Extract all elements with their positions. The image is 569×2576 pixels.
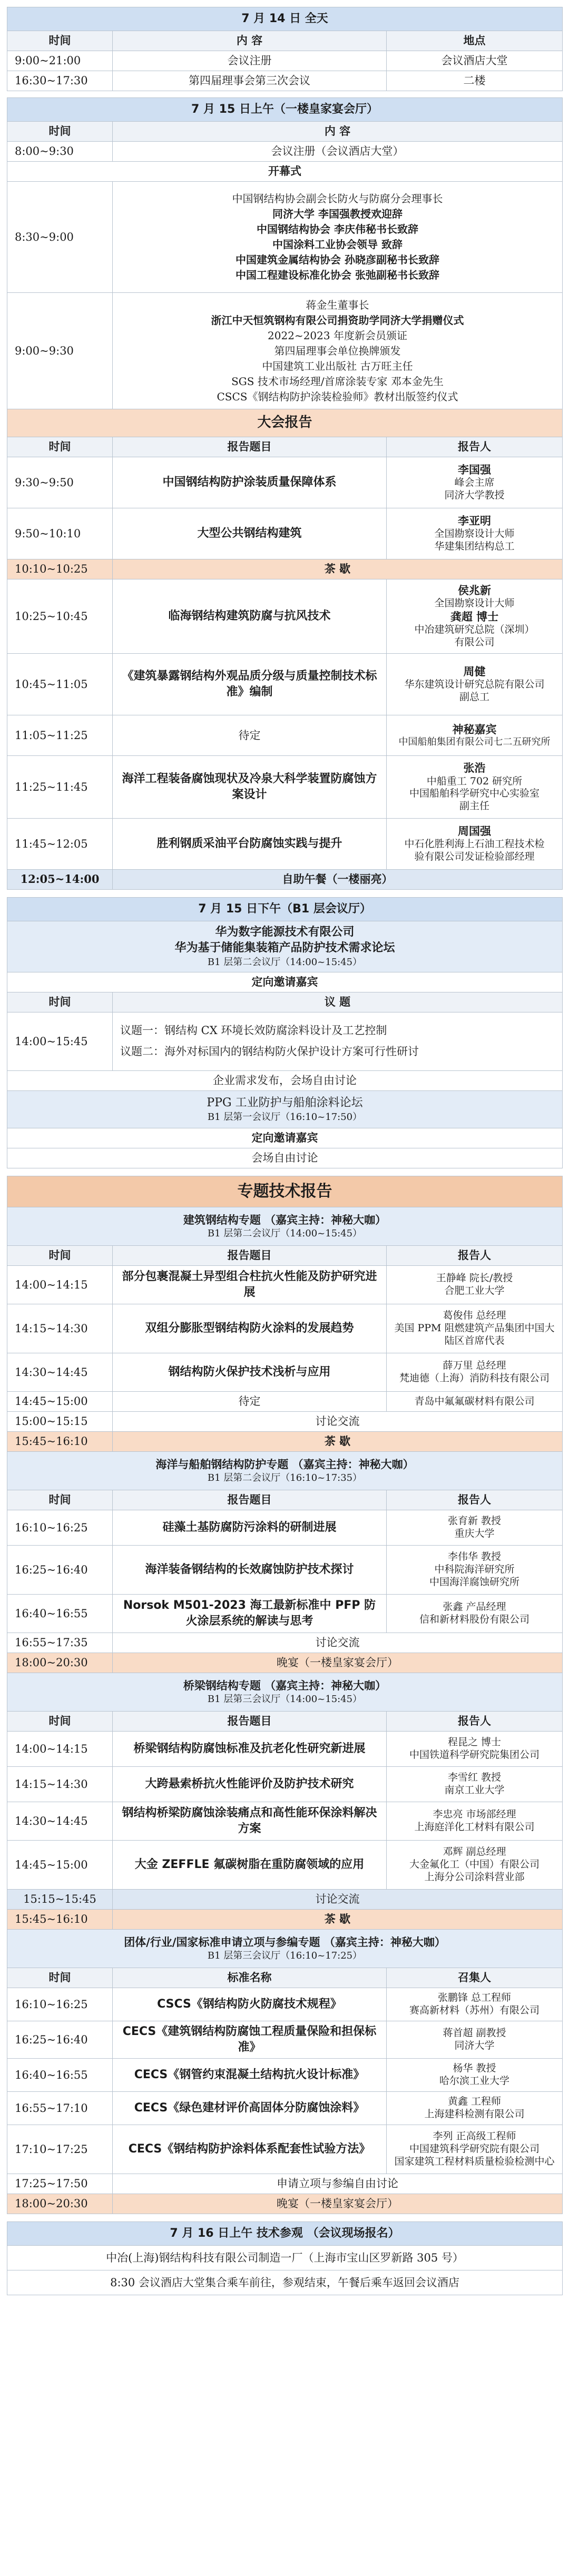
special-band: 专题技术报告 xyxy=(7,1176,563,1207)
release-note: 企业需求发布，会场自由讨论 xyxy=(7,1071,563,1091)
session-place: B1 层第三会议厅（16:10~17:25） xyxy=(207,1950,362,1962)
time-cell: 15:00~15:15 xyxy=(7,1412,113,1432)
session-title: 建筑钢结构专题 （嘉宾主持：神秘大咖） xyxy=(183,1213,387,1226)
col-time: 时间 xyxy=(7,1968,113,1988)
report-title: 钢结构桥梁防腐蚀涂装痛点和高性能环保涂料解决方案 xyxy=(113,1802,387,1841)
time-cell: 16:25~16:40 xyxy=(7,2021,113,2059)
speaker-cell xyxy=(387,1353,563,1392)
forum-org: 华为数字能源技术有限公司 xyxy=(215,926,355,939)
opening-speeches xyxy=(113,182,563,293)
session-title: 海洋与船舶钢结构防护专题 （嘉宾主持：神秘大咖） xyxy=(155,1458,414,1471)
special-reports-table xyxy=(7,1176,563,2214)
speaker-line: 中科院海洋研究所 xyxy=(434,1564,515,1576)
day1-table xyxy=(7,7,563,91)
time-cell: 10:45~11:05 xyxy=(7,654,113,715)
speaker-name: 张浩 xyxy=(463,761,486,775)
time-cell: 15:45~16:10 xyxy=(7,1910,113,1930)
ppg-invite: 定向邀请嘉宾 xyxy=(7,1128,563,1148)
time-cell: 11:05~11:25 xyxy=(7,715,113,756)
col-speaker: 报告人 xyxy=(387,437,563,457)
report-title: 双组分膨胀型钢结构防火涂料的发展趋势 xyxy=(113,1304,387,1353)
tea-break: 茶 歇 xyxy=(113,1432,563,1452)
report-title: 硅藻土基防腐防污涂料的研制进展 xyxy=(113,1510,387,1546)
time-cell: 14:30~14:45 xyxy=(7,1353,113,1392)
time-cell: 17:25~17:50 xyxy=(7,2174,113,2194)
time-cell: 8:30~9:00 xyxy=(7,182,113,293)
huawei-forum xyxy=(7,921,563,972)
speaker-line: 全国勘察设计大师 xyxy=(434,597,515,609)
convener-line: 国家建筑工程材料质量检验检测中心 xyxy=(394,2155,555,2167)
ppg-title: PPG 工业防护与船舶涂料论坛 xyxy=(207,1096,363,1109)
standard-title: CECS《绿色建材评价高固体分防腐蚀涂料》 xyxy=(113,2092,387,2125)
report-title: 待定 xyxy=(113,1392,387,1412)
col-title: 报告题目 xyxy=(113,437,387,457)
speaker-line: 同济大学教授 xyxy=(444,489,505,502)
speaker-line: 上海分公司涂料营业部 xyxy=(424,1871,525,1883)
time-cell: 16:55~17:35 xyxy=(7,1633,113,1653)
time-cell: 8:00~9:30 xyxy=(7,142,113,162)
speaker-cell xyxy=(387,1841,563,1890)
time-cell: 14:15~14:30 xyxy=(7,1304,113,1353)
agenda-document xyxy=(7,7,562,2295)
time-cell: 14:00~14:15 xyxy=(7,1266,113,1304)
lunch-label: 自助午餐（一楼丽亮） xyxy=(113,870,563,890)
speaker-line: 副主任 xyxy=(459,800,489,812)
col-topic: 议 题 xyxy=(113,992,563,1012)
content-cell: 第四届理事会第三次会议 xyxy=(113,71,387,91)
report-title: 桥梁钢结构防腐蚀标准及抗老化性研究新进展 xyxy=(113,1732,387,1767)
discussion: 讨论交流 xyxy=(113,1633,563,1653)
speaker-cell xyxy=(387,756,563,819)
speaker-cell xyxy=(387,1732,563,1767)
speaker-line: 薛万里 总经理 xyxy=(443,1360,506,1372)
convener-cell xyxy=(387,2092,563,2125)
ceremony-line: 2022~2023 年度新会员颁证 xyxy=(268,329,407,342)
speaker-cell xyxy=(387,1392,563,1412)
speaker-cell xyxy=(387,457,563,508)
time-cell: 14:00~14:15 xyxy=(7,1732,113,1767)
day1-header: 7 月 14 日 全天 xyxy=(7,7,563,31)
speaker-name: 李亚明 xyxy=(458,514,491,528)
time-cell: 16:40~16:55 xyxy=(7,2059,113,2092)
col-place: 地点 xyxy=(387,31,563,51)
speaker-line: 张鑫 产品经理 xyxy=(443,1601,506,1613)
speaker-cell xyxy=(387,508,563,559)
report-title: 胜利钢质采油平台防腐蚀实践与提升 xyxy=(113,819,387,870)
col-standard: 标准名称 xyxy=(113,1968,387,1988)
content-cell: 会议注册（会议酒店大堂） xyxy=(113,142,563,162)
day3-table xyxy=(7,2221,563,2295)
ceremony-line: CSCS《钢结构防护涂装检验师》教材出版签约仪式 xyxy=(217,390,458,403)
discussion: 讨论交流 xyxy=(113,1412,563,1432)
speaker-line: 李忠亮 市场部经理 xyxy=(433,1808,516,1821)
session-title: 桥梁钢结构专题 （嘉宾主持：神秘大咖） xyxy=(183,1679,387,1692)
report-title: 待定 xyxy=(113,715,387,756)
report-band: 大会报告 xyxy=(7,409,563,437)
convener-cell xyxy=(387,2125,563,2174)
time-cell: 9:00~9:30 xyxy=(7,293,113,409)
convener-line: 中国建筑科学研究院有限公司 xyxy=(409,2143,540,2155)
time-cell: 12:05~14:00 xyxy=(7,870,113,890)
topic-line: 议题一：钢结构 CX 环境长效防腐涂料设计及工艺控制 xyxy=(120,1024,387,1037)
col-time: 时间 xyxy=(7,1712,113,1732)
col-convener: 召集人 xyxy=(387,1968,563,1988)
time-cell: 14:00~15:45 xyxy=(7,1012,113,1071)
speaker-line: 上海庭洋化工材料有限公司 xyxy=(414,1821,535,1833)
speaker-cell xyxy=(387,1266,563,1304)
time-cell: 10:10~10:25 xyxy=(7,559,113,579)
session-place: B1 层第二会议厅（14:00~15:45） xyxy=(207,1228,362,1240)
col-speaker: 报告人 xyxy=(387,1712,563,1732)
speaker-line: 验有限公司发证检验部经理 xyxy=(414,851,535,863)
speaker-line: 重庆大学 xyxy=(454,1528,495,1539)
ceremony-lines xyxy=(113,293,563,409)
col-content: 内 容 xyxy=(113,122,563,142)
speaker-cell xyxy=(387,579,563,654)
time-cell: 16:10~16:25 xyxy=(7,1510,113,1546)
speech-line: 中国钢结构协会副会长防火与防腐分会理事长 xyxy=(232,192,443,205)
dinner: 晚宴（一楼皇家宴会厅） xyxy=(113,2194,563,2214)
time-cell: 15:45~16:10 xyxy=(7,1432,113,1452)
standard-title: CECS《钢管约束混凝土结构抗火设计标准》 xyxy=(113,2059,387,2092)
speech-line: 中国建筑金属结构协会 孙晓彦副秘书长致辞 xyxy=(236,253,439,266)
col-time: 时间 xyxy=(7,992,113,1012)
speaker-line: 华东建筑设计研究总院有限公司 xyxy=(404,679,545,691)
speaker-cell xyxy=(387,1802,563,1841)
speaker-line: 李伟华 教授 xyxy=(447,1551,502,1563)
col-time: 时间 xyxy=(7,31,113,51)
visit-place: 中冶(上海)钢结构科技有限公司制造一厂（上海市宝山区罗新路 305 号） xyxy=(7,2246,563,2270)
col-time: 时间 xyxy=(7,122,113,142)
speaker-line: 美国 PPM 阻燃建筑产品集团中国大陆区首席代表 xyxy=(394,1322,555,1346)
session-title: 团体/行业/国家标准申请立项与参编专题 （嘉宾主持：神秘大咖） xyxy=(124,1935,446,1949)
speaker-line: 龚超 博士 xyxy=(450,610,499,624)
speaker-line: 中石化胜利海上石油工程技术检 xyxy=(404,838,545,850)
speaker-line: 青岛中氟氟碳材料有限公司 xyxy=(414,1395,535,1407)
report-title: 海洋装备钢结构的长效腐蚀防护技术探讨 xyxy=(113,1546,387,1595)
time-cell: 16:55~17:10 xyxy=(7,2092,113,2125)
report-title: 大跨悬索桥抗火性能评价及防护技术研究 xyxy=(113,1767,387,1802)
discussion: 申请立项与参编自由讨论 xyxy=(113,2174,563,2194)
standard-title: CECS《钢结构防护涂料体系配套性试验方法》 xyxy=(113,2125,387,2174)
dinner: 晚宴（一楼皇家宴会厅） xyxy=(113,1653,563,1673)
speaker-line: 葛俊伟 总经理 xyxy=(443,1310,506,1322)
ceremony-line: 蒋金生董事长 xyxy=(306,298,369,311)
visit-note: 8:30 会议酒店大堂集合乘车前往，参观结束，午餐后乘车返回会议酒店 xyxy=(7,2270,563,2295)
speech-line: 中国钢结构协会 李庆伟秘书长致辞 xyxy=(257,223,418,235)
speaker-line: 有限公司 xyxy=(454,636,495,648)
ceremony-line: 第四届理事会单位换牌颁发 xyxy=(274,344,401,357)
speech-line: 中国工程建设标准化协会 张弛副秘书长致辞 xyxy=(236,269,439,281)
report-title: 中国钢结构防护涂装质量保障体系 xyxy=(113,457,387,508)
convener-line: 同济大学 xyxy=(454,2040,495,2051)
day2-morning-table xyxy=(7,97,563,890)
day3-header: 7 月 16 日上午 技术参观 （会议现场报名） xyxy=(7,2222,563,2246)
col-content: 内 容 xyxy=(113,31,387,51)
ppg-forum xyxy=(7,1091,563,1128)
convener-line: 蒋首超 副教授 xyxy=(443,2027,506,2039)
forum-place: B1 层第二会议厅（14:00~15:45） xyxy=(207,956,362,968)
speaker-line: 李雪红 教授 xyxy=(447,1772,502,1784)
ceremony-line: 中国建筑工业出版社 古万旺主任 xyxy=(262,359,413,372)
speaker-line: 王静峰 院长/教授 xyxy=(436,1272,513,1284)
place-cell: 二楼 xyxy=(387,71,563,91)
speech-line: 同济大学 李国强教授欢迎辞 xyxy=(272,208,403,220)
convener-cell xyxy=(387,1988,563,2021)
time-cell: 14:45~15:00 xyxy=(7,1392,113,1412)
invite-label: 定向邀请嘉宾 xyxy=(7,972,563,992)
speaker-cell xyxy=(387,715,563,756)
col-speaker: 报告人 xyxy=(387,1490,563,1510)
time-cell: 17:10~17:25 xyxy=(7,2125,113,2174)
tea-break: 茶 歇 xyxy=(113,559,563,579)
day2-afternoon-table xyxy=(7,897,563,1168)
speaker-cell xyxy=(387,1304,563,1353)
session-place: B1 层第二会议厅（16:10~17:35） xyxy=(207,1472,362,1484)
session-place: B1 层第三会议厅（14:00~15:45） xyxy=(207,1694,362,1705)
speaker-line: 中船重工 702 研究所 xyxy=(426,775,523,787)
speaker-line: 合肥工业大学 xyxy=(444,1285,505,1296)
speaker-line: 梵迪德（上海）消防科技有限公司 xyxy=(399,1372,550,1384)
time-cell: 14:45~15:00 xyxy=(7,1841,113,1890)
session-standards xyxy=(7,1930,563,1968)
col-title: 报告题目 xyxy=(113,1490,387,1510)
ppg-place: B1 层第一会议厅（16:10~17:50） xyxy=(207,1111,362,1123)
forum-title: 华为基于储能集装箱产品防护技术需求论坛 xyxy=(174,941,395,955)
time-cell: 16:25~16:40 xyxy=(7,1546,113,1595)
time-cell: 18:00~20:30 xyxy=(7,1653,113,1673)
speaker-cell xyxy=(387,1546,563,1595)
speaker-line: 全国勘察设计大师 xyxy=(434,528,515,540)
time-cell: 15:15~15:45 xyxy=(7,1890,113,1910)
speech-line: 中国涂料工业协会领导 致辞 xyxy=(272,238,403,251)
speaker-line: 程昆之 博士 xyxy=(447,1736,502,1748)
discussion: 讨论交流 xyxy=(113,1890,563,1910)
report-title: 临海钢结构建筑防腐与抗风技术 xyxy=(113,579,387,654)
convener-line: 李列 正高级工程师 xyxy=(433,2130,516,2142)
time-cell: 14:30~14:45 xyxy=(7,1802,113,1841)
session-bridge xyxy=(7,1673,563,1712)
speaker-line: 中冶建筑研究总院（深圳） xyxy=(414,624,535,636)
speaker-line: 张育新 教授 xyxy=(447,1515,502,1527)
speaker-name: 李国强 xyxy=(458,463,491,477)
ceremony-line: 浙江中天恒筑钢构有限公司捐资助学同济大学捐赠仪式 xyxy=(211,313,464,327)
time-cell: 18:00~20:30 xyxy=(7,2194,113,2214)
speaker-name: 周健 xyxy=(463,665,486,679)
ceremony-line: SGS 技术市场经理/首席涂装专家 邓本金先生 xyxy=(231,375,444,388)
place-cell: 会议酒店大堂 xyxy=(387,51,563,71)
report-title: 大金 ZEFFLE 氟碳树脂在重防腐领域的应用 xyxy=(113,1841,387,1890)
time-cell: 11:25~11:45 xyxy=(7,756,113,819)
speaker-line: 大金氟化工（中国）有限公司 xyxy=(409,1859,540,1871)
ppg-free: 会场自由讨论 xyxy=(7,1148,563,1168)
topics-cell xyxy=(113,1012,563,1071)
speaker-name: 侯兆新 xyxy=(458,584,491,597)
col-title: 报告题目 xyxy=(113,1246,387,1266)
day2-morning-header: 7 月 15 日上午（一楼皇家宴会厅） xyxy=(7,98,563,122)
convener-line: 黄鑫 工程师 xyxy=(447,2096,502,2108)
report-title: 大型公共钢结构建筑 xyxy=(113,508,387,559)
convener-cell xyxy=(387,2021,563,2059)
time-cell: 11:45~12:05 xyxy=(7,819,113,870)
topic-line: 议题二：海外对标国内的钢结构防火保护设计方案可行性研讨 xyxy=(120,1045,419,1058)
time-cell: 9:50~10:10 xyxy=(7,508,113,559)
session-building xyxy=(7,1207,563,1246)
standard-title: CSCS《钢结构防火防腐技术规程》 xyxy=(113,1988,387,2021)
speaker-line: 邓辉 副总经理 xyxy=(443,1846,506,1858)
speaker-name: 神秘嘉宾 xyxy=(452,722,497,736)
speaker-line: 中国海洋腐蚀研究所 xyxy=(429,1576,520,1588)
col-time: 时间 xyxy=(7,437,113,457)
report-title: Norsok M501-2023 海工最新标准中 PFP 防火涂层系统的解读与思考 xyxy=(113,1595,387,1633)
speaker-line: 中国铁道科学研究院集团公司 xyxy=(409,1749,540,1761)
convener-line: 上海建科检测有限公司 xyxy=(424,2108,525,2120)
speaker-line: 峰会主席 xyxy=(454,477,495,489)
time-cell: 16:40~16:55 xyxy=(7,1595,113,1633)
col-speaker: 报告人 xyxy=(387,1246,563,1266)
speaker-cell xyxy=(387,1595,563,1633)
speaker-name: 周国强 xyxy=(458,824,491,838)
speaker-line: 信和新材料股份有限公司 xyxy=(419,1614,530,1625)
speaker-cell xyxy=(387,1510,563,1546)
report-title: 钢结构防火保护技术浅析与应用 xyxy=(113,1353,387,1392)
speaker-cell xyxy=(387,1767,563,1802)
content-cell: 会议注册 xyxy=(113,51,387,71)
col-title: 报告题目 xyxy=(113,1712,387,1732)
speaker-cell xyxy=(387,654,563,715)
speaker-line: 中国船舶集团有限公司七二五研究所 xyxy=(398,736,551,748)
time-cell: 9:30~9:50 xyxy=(7,457,113,508)
time-cell: 9:00~21:00 xyxy=(7,51,113,71)
time-cell: 16:30~17:30 xyxy=(7,71,113,91)
report-title: 海洋工程装备腐蚀现状及冷泉大科学装置防腐蚀方案设计 xyxy=(113,756,387,819)
opening-title: 开幕式 xyxy=(7,162,563,182)
session-marine xyxy=(7,1452,563,1490)
time-cell: 14:15~14:30 xyxy=(7,1767,113,1802)
col-time: 时间 xyxy=(7,1490,113,1510)
time-cell: 16:10~16:25 xyxy=(7,1988,113,2021)
convener-line: 张鹏锋 总工程师 xyxy=(437,1992,512,2004)
speaker-line: 副总工 xyxy=(459,691,489,703)
tea-break: 茶 歇 xyxy=(113,1910,563,1930)
convener-cell xyxy=(387,2059,563,2092)
convener-line: 赛高新材料（苏州）有限公司 xyxy=(409,2004,540,2016)
standard-title: CECS《建筑钢结构防腐蚀工程质量保险和担保标准》 xyxy=(113,2021,387,2059)
speaker-line: 南京工业大学 xyxy=(444,1784,505,1796)
day2-afternoon-header: 7 月 15 日下午（B1 层会议厅） xyxy=(7,898,563,921)
speaker-line: 华建集团结构总工 xyxy=(434,540,515,553)
col-time: 时间 xyxy=(7,1246,113,1266)
convener-line: 哈尔滨工业大学 xyxy=(439,2075,510,2087)
report-title: 《建筑暴露钢结构外观品质分级与质量控制技术标准》编制 xyxy=(113,654,387,715)
speaker-cell xyxy=(387,819,563,870)
time-cell: 10:25~10:45 xyxy=(7,579,113,654)
convener-line: 杨华 教授 xyxy=(453,2062,496,2074)
report-title: 部分包裹混凝土异型组合柱抗火性能及防护研究进展 xyxy=(113,1266,387,1304)
speaker-line: 中国船舶科学研究中心实验室 xyxy=(409,788,539,800)
